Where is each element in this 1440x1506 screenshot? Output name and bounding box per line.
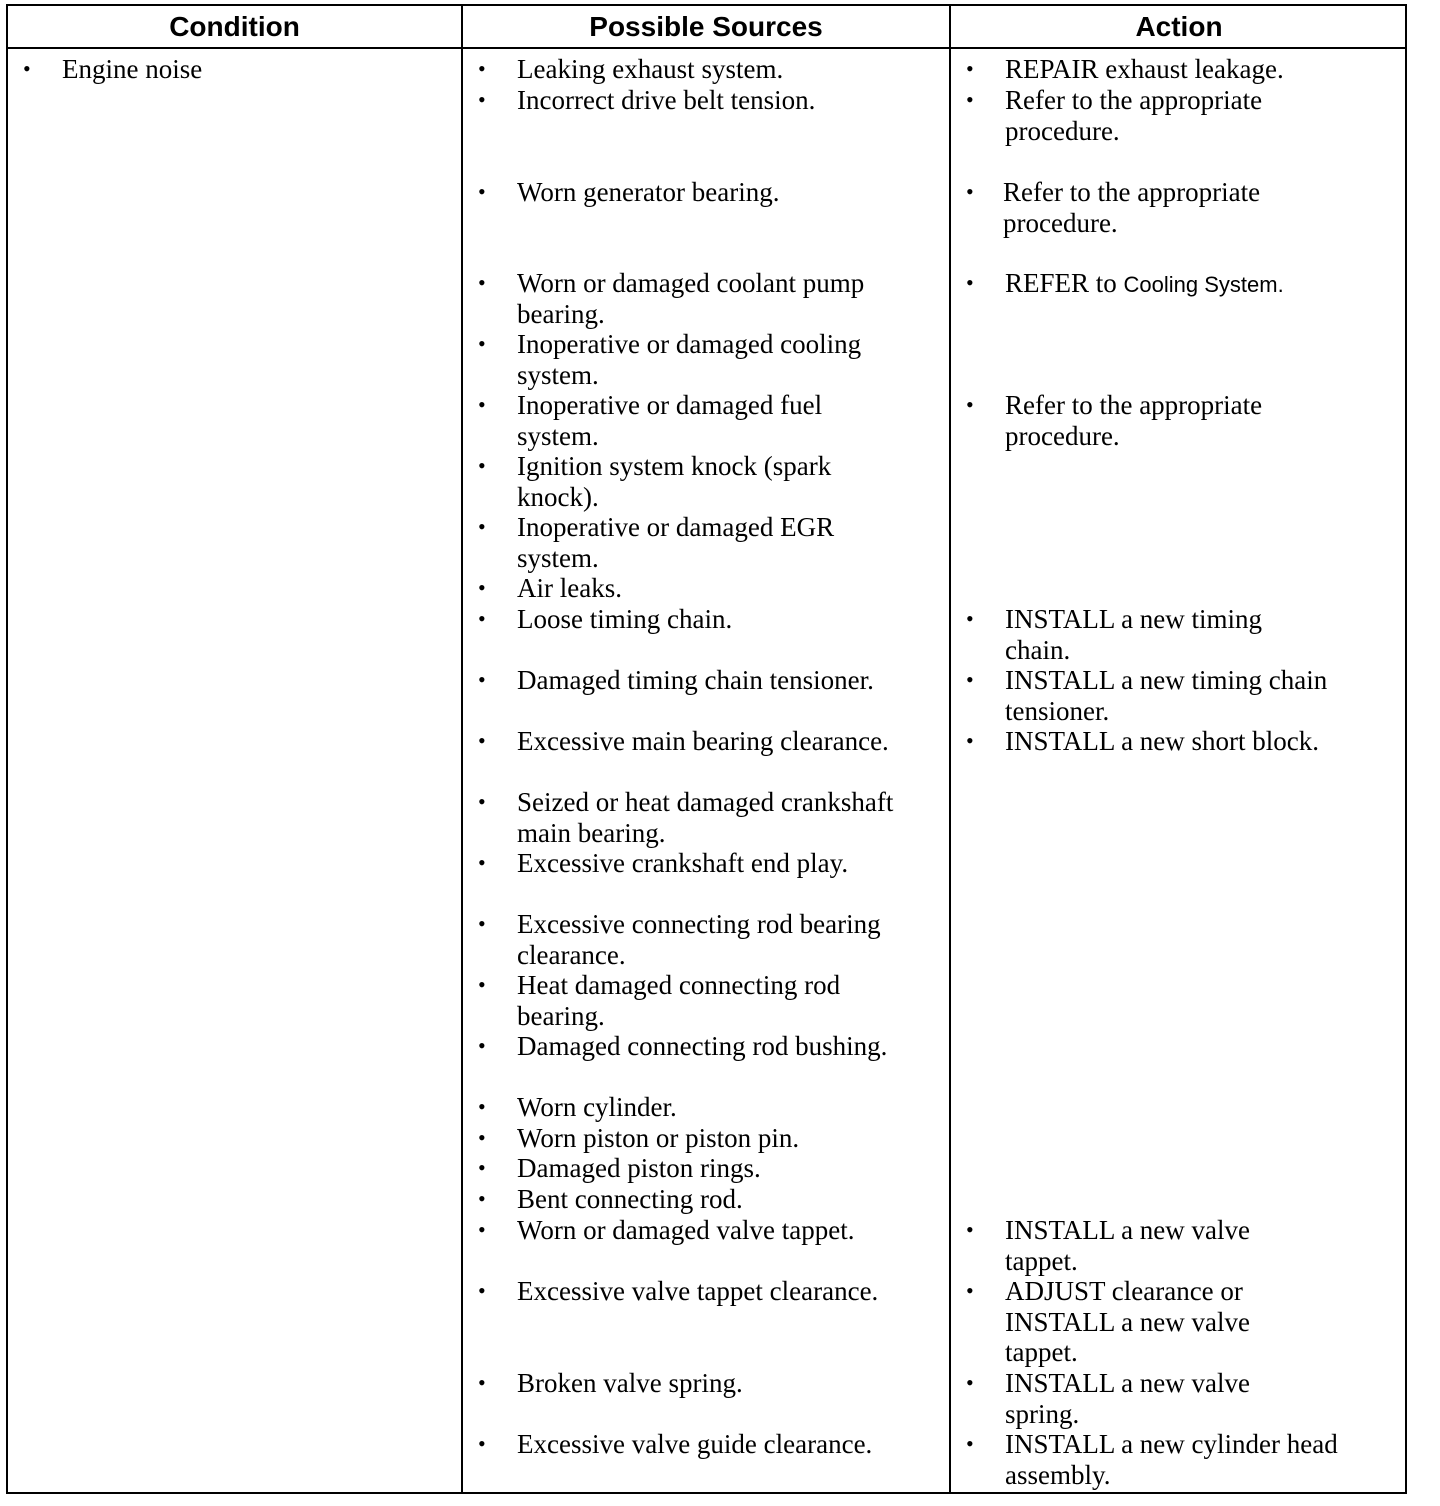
action-item: INSTALL a new short block. — [1005, 726, 1320, 756]
column-divider — [461, 6, 463, 1492]
bullet: • — [966, 270, 974, 295]
bullet: • — [478, 1125, 486, 1150]
bullet: • — [478, 514, 486, 539]
bullet: • — [478, 972, 486, 997]
source-item: Ignition system knock (spark knock). — [517, 451, 832, 512]
header-divider — [8, 47, 1405, 49]
bullet: • — [966, 392, 974, 417]
source-item: Heat damaged connecting rod bearing. — [517, 970, 841, 1031]
source-item: Worn cylinder. — [517, 1092, 677, 1122]
bullet: • — [478, 728, 486, 753]
source-item: Inoperative or damaged fuel system. — [517, 390, 823, 451]
bullet: • — [966, 667, 974, 692]
source-item: Excessive crankshaft end play. — [517, 848, 849, 878]
action-item: INSTALL a new valve tappet. — [1005, 1215, 1251, 1276]
source-item: Damaged connecting rod bushing. — [517, 1031, 888, 1061]
action-prefix: REFER to — [1005, 268, 1124, 298]
header-action: Action — [1135, 11, 1223, 42]
bullet: • — [966, 179, 974, 204]
header-possible-sources: Possible Sources — [589, 11, 823, 42]
bullet: • — [478, 1370, 486, 1395]
source-item: Inoperative or damaged EGR system. — [517, 512, 835, 573]
bullet: • — [478, 453, 486, 478]
source-item: Worn generator bearing. — [517, 177, 780, 207]
bullet: • — [478, 270, 486, 295]
action-item — [1005, 268, 1405, 301]
source-item: Damaged piston rings. — [517, 1153, 761, 1183]
bullet: • — [478, 87, 486, 112]
bullet: • — [478, 911, 486, 936]
bullet: • — [478, 789, 486, 814]
bullet: • — [478, 1155, 486, 1180]
bullet: • — [478, 606, 486, 631]
bullet: • — [966, 1278, 974, 1303]
bullet: • — [478, 1278, 486, 1303]
source-item: Worn piston or piston pin. — [517, 1123, 800, 1153]
source-item: Damaged timing chain tensioner. — [517, 665, 874, 695]
bullet: • — [478, 1217, 486, 1242]
bullet: • — [23, 56, 31, 81]
condition-text: Engine noise — [62, 54, 203, 84]
header-condition: Condition — [169, 11, 300, 42]
bullet: • — [478, 575, 486, 600]
source-item: Worn or damaged valve tappet. — [517, 1215, 855, 1245]
bullet: • — [478, 1033, 486, 1058]
action-item: REPAIR exhaust leakage. — [1005, 54, 1284, 84]
action-item: Refer to the appropriate procedure. — [1005, 390, 1263, 451]
action-item: INSTALL a new timing chain tensioner. — [1005, 665, 1328, 726]
action-item: ADJUST clearance or INSTALL a new valve tappet. — [1005, 1276, 1251, 1367]
action-item: INSTALL a new cylinder head assembly. — [1005, 1429, 1338, 1490]
bullet: • — [478, 392, 486, 417]
bullet: • — [966, 56, 974, 81]
source-item: Seized or heat damaged crankshaft main bearing. — [517, 787, 894, 848]
source-item: Excessive valve tappet clearance. — [517, 1276, 879, 1306]
action-item: INSTALL a new valve spring. — [1005, 1368, 1251, 1429]
source-item: Bent connecting rod. — [517, 1184, 743, 1214]
source-item: Excessive main bearing clearance. — [517, 726, 889, 756]
bullet: • — [478, 56, 486, 81]
bullet: • — [478, 1094, 486, 1119]
source-item: Air leaks. — [517, 573, 622, 603]
source-item: Broken valve spring. — [517, 1368, 743, 1398]
bullet: • — [478, 850, 486, 875]
source-item: Leaking exhaust system. — [517, 54, 784, 84]
cooling-system-reference: Cooling System. — [1123, 272, 1284, 297]
bullet: • — [966, 1217, 974, 1242]
bullet: • — [966, 87, 974, 112]
diagnosis-table — [6, 4, 1407, 1494]
action-item: Refer to the appropriate procedure. — [1005, 85, 1263, 146]
bullet: • — [966, 1370, 974, 1395]
bullet: • — [478, 179, 486, 204]
action-item: INSTALL a new timing chain. — [1005, 604, 1263, 665]
bullet: • — [966, 606, 974, 631]
source-item: Excessive connecting rod bearing clearance. — [517, 909, 881, 970]
column-divider — [949, 6, 951, 1492]
bullet: • — [478, 331, 486, 356]
bullet: • — [478, 667, 486, 692]
source-item: Incorrect drive belt tension. — [517, 85, 816, 115]
source-item: Inoperative or damaged cooling system. — [517, 329, 862, 390]
source-item: Excessive valve guide clearance. — [517, 1429, 873, 1459]
source-item: Worn or damaged coolant pump bearing. — [517, 268, 865, 329]
action-item: Refer to the appropriate procedure. — [1003, 177, 1261, 238]
bullet: • — [966, 1431, 974, 1456]
bullet: • — [478, 1186, 486, 1211]
bullet: • — [478, 1431, 486, 1456]
source-item: Loose timing chain. — [517, 604, 733, 634]
bullet: • — [966, 728, 974, 753]
